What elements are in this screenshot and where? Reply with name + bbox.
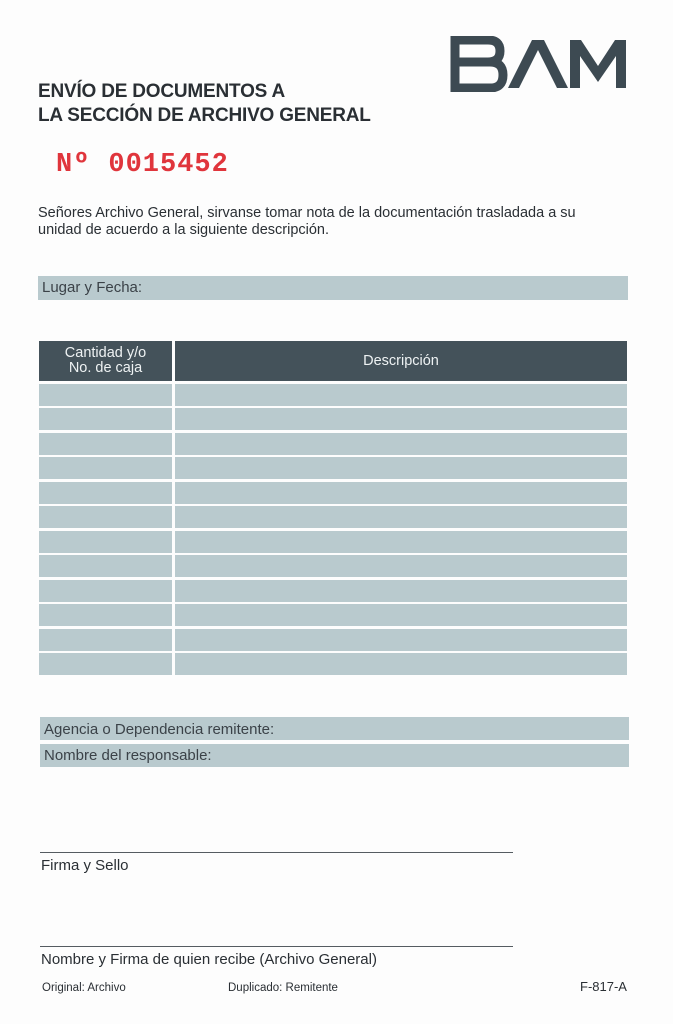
table-row xyxy=(39,580,627,602)
table-row xyxy=(39,482,627,504)
quantity-cell[interactable] xyxy=(39,433,172,455)
quantity-cell[interactable] xyxy=(39,629,172,651)
description-cell[interactable] xyxy=(175,482,627,504)
description-cell[interactable] xyxy=(175,653,627,675)
responsable-field[interactable] xyxy=(40,744,629,767)
description-cell[interactable] xyxy=(175,531,627,553)
agencia-label: Agencia o Dependencia remitente: xyxy=(44,721,275,738)
recibe-signature-line[interactable] xyxy=(40,946,513,947)
firma-label: Firma y Sello xyxy=(41,857,129,874)
description-cell[interactable] xyxy=(175,580,627,602)
quantity-cell[interactable] xyxy=(39,384,172,406)
quantity-cell[interactable] xyxy=(39,531,172,553)
description-cell[interactable] xyxy=(175,629,627,651)
quantity-cell[interactable] xyxy=(39,457,172,479)
title-line-1: ENVÍO DE DOCUMENTOS A xyxy=(38,81,286,102)
table-row xyxy=(39,531,627,553)
quantity-cell[interactable] xyxy=(39,482,172,504)
table-row xyxy=(39,506,627,528)
quantity-cell[interactable] xyxy=(39,604,172,626)
table-row xyxy=(39,629,627,651)
firma-signature-line[interactable] xyxy=(40,852,513,853)
column-quantity-line-1: Cantidad y/o xyxy=(64,345,147,361)
lugar-fecha-field[interactable] xyxy=(38,276,628,300)
form-number xyxy=(56,150,229,180)
table-body xyxy=(39,384,627,676)
quantity-cell[interactable] xyxy=(39,653,172,675)
intro-text xyxy=(38,205,633,239)
description-cell[interactable] xyxy=(175,384,627,406)
recibe-label: Nombre y Firma de quien recibe (Archivo General) xyxy=(41,951,377,968)
description-cell[interactable] xyxy=(175,457,627,479)
description-cell[interactable] xyxy=(175,604,627,626)
column-header-description: Descripción xyxy=(175,341,627,381)
footer-original: Original: Archivo xyxy=(42,982,126,994)
table-row xyxy=(39,604,627,626)
responsable-label: Nombre del responsable: xyxy=(44,747,212,764)
number-value: 0015452 xyxy=(108,150,229,180)
agencia-field[interactable] xyxy=(40,717,629,740)
footer-duplicado: Duplicado: Remitente xyxy=(228,982,338,994)
intro-line-1: Señores Archivo General, sirvanse tomar nota de la documentación trasladada a su xyxy=(38,205,576,221)
documents-table xyxy=(39,341,627,675)
table-header xyxy=(39,341,627,381)
quantity-cell[interactable] xyxy=(39,580,172,602)
quantity-cell[interactable] xyxy=(39,555,172,577)
description-cell[interactable] xyxy=(175,555,627,577)
bam-logo xyxy=(450,36,628,92)
quantity-cell[interactable] xyxy=(39,408,172,430)
lugar-fecha-label: Lugar y Fecha: xyxy=(42,279,143,296)
column-header-quantity xyxy=(39,341,172,381)
table-row xyxy=(39,555,627,577)
table-row xyxy=(39,433,627,455)
column-quantity-line-2: No. de caja xyxy=(68,360,143,376)
description-cell[interactable] xyxy=(175,433,627,455)
form-title xyxy=(38,80,371,128)
description-cell[interactable] xyxy=(175,408,627,430)
number-label: Nº xyxy=(56,150,91,180)
table-row xyxy=(39,457,627,479)
description-cell[interactable] xyxy=(175,506,627,528)
table-row xyxy=(39,408,627,430)
title-line-2: LA SECCIÓN DE ARCHIVO GENERAL xyxy=(38,105,371,126)
bam-logo-icon xyxy=(450,36,628,92)
form-code: F-817-A xyxy=(580,979,627,994)
intro-line-2: unidad de acuerdo a la siguiente descripción. xyxy=(38,222,330,238)
table-row xyxy=(39,653,627,675)
quantity-cell[interactable] xyxy=(39,506,172,528)
table-row xyxy=(39,384,627,406)
